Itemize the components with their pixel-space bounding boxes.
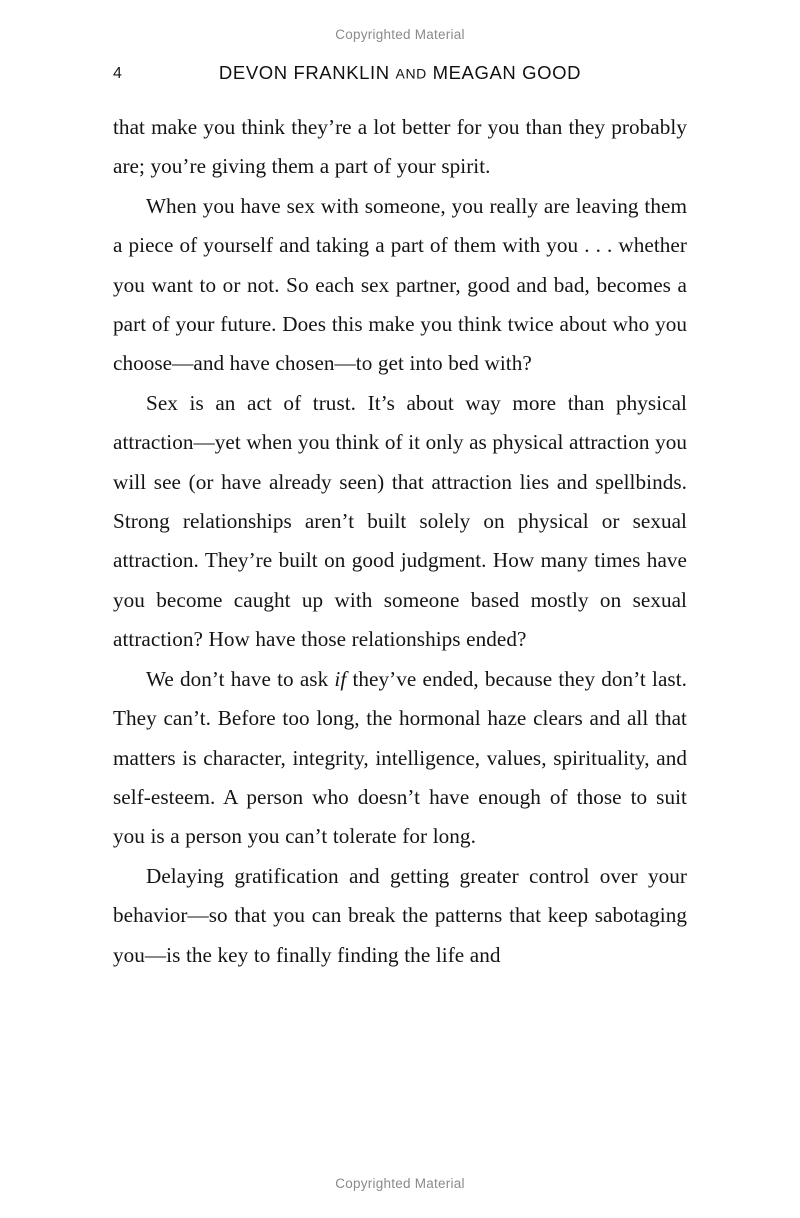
body-text-column	[113, 108, 687, 975]
paragraph: that make you think they’re a lot better for you than they probably are; you’re giving them a part of your spirit.	[113, 115, 687, 179]
running-head-title	[113, 62, 687, 85]
copyright-watermark-top: Copyrighted Material	[335, 27, 465, 42]
emphasis-word: if	[334, 666, 347, 691]
paragraph: Sex is an act of trust. It’s about way more than physical attraction—yet when you think of it only as physical attraction you will see (or have already seen) that attraction lies and spellbinds. Strong relationships aren’t built solely on physical or sexual attraction. They’re built on good judgment. How many times have you become caught up with someone based mostly on sexual attraction? How have those relationships ended?	[113, 390, 687, 652]
paragraph: Delaying gratification and getting greater control over your behavior—so that you can break the patterns that keep sabotaging you—is the key to finally finding the life and	[113, 863, 687, 967]
paragraph: When you have sex with someone, you really are leaving them a piece of yourself and taking a part of them with you . . . whether you want to or not. So each sex partner, good and bad, becomes a part of your future. Does this make you think twice about who you choose—and have chosen—to get into bed with?	[113, 193, 687, 376]
page-number: 4	[113, 65, 122, 82]
running-head-author-second: MEAGAN GOOD	[432, 62, 582, 83]
running-head	[113, 62, 687, 86]
running-head-conjunction: AND	[395, 65, 427, 82]
paragraph-text-tail: they’ve ended, because they don’t last. They can’t. Before too long, the hormonal haze clears and all that matters is character, integrity, intelligence, values, spirituality, and self-esteem. A person who doesn’t have enough of those to suit you is a person you can’t tolerate for long.	[113, 666, 687, 849]
copyright-watermark-bottom: Copyrighted Material	[335, 1176, 465, 1191]
paragraph	[113, 660, 687, 857]
paragraph-text-lead: We don’t have to ask	[146, 666, 335, 691]
running-head-author-first: DEVON FRANKLIN	[218, 62, 390, 83]
